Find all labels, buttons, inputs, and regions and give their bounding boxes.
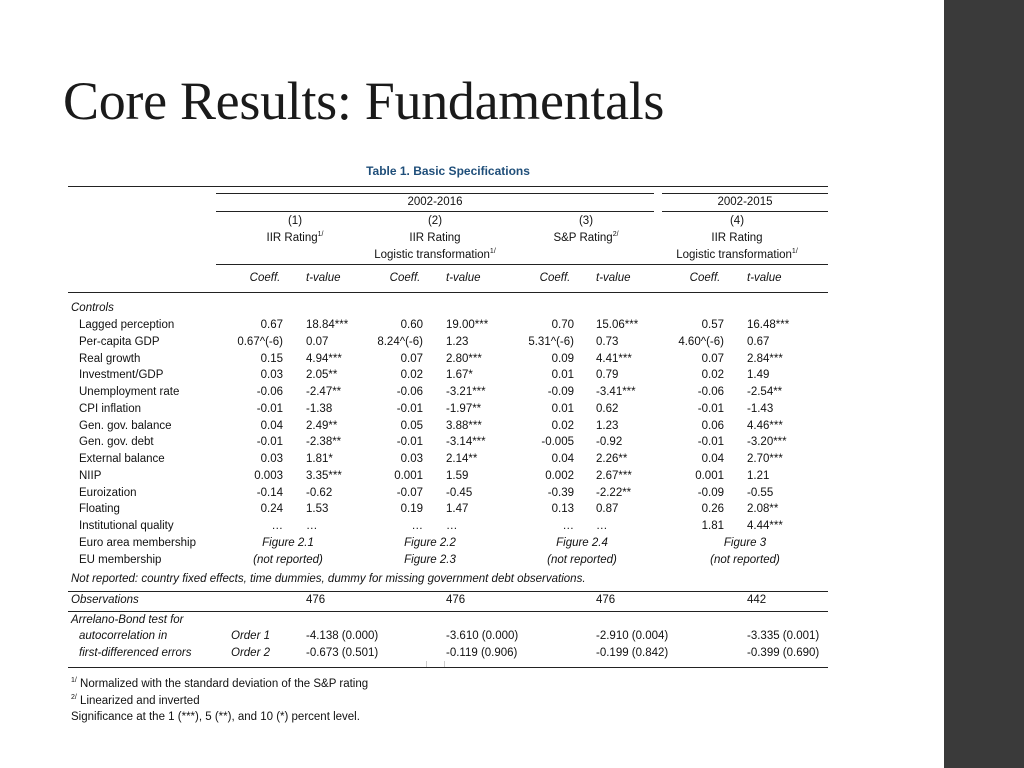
footnote-marker: 2/ bbox=[71, 693, 77, 701]
coef-value: 0.06 bbox=[701, 419, 724, 432]
coef-value: 0.13 bbox=[551, 503, 574, 516]
coef-value: 0.02 bbox=[701, 369, 724, 382]
tvalue-value: 0.73 bbox=[596, 335, 619, 348]
coef-value: 0.01 bbox=[551, 369, 574, 382]
period-header: 2002-2015 bbox=[717, 196, 773, 208]
ab-value: -3.335 (0.001) bbox=[747, 630, 820, 642]
figure-ref: (not reported) bbox=[547, 553, 617, 566]
period-a-rule-top bbox=[216, 193, 654, 194]
controls-bottom-rule bbox=[68, 591, 828, 592]
coef-value: 0.15 bbox=[260, 352, 283, 365]
tvalue-value: -2.38** bbox=[306, 436, 342, 449]
period-b-rule-top bbox=[662, 193, 828, 194]
footnote-marker: 1/ bbox=[317, 231, 324, 239]
coef-value: -0.07 bbox=[396, 486, 423, 499]
column-label: IIR Rating bbox=[711, 232, 763, 244]
row-label: NIIP bbox=[79, 469, 102, 482]
observations-value: 476 bbox=[446, 594, 466, 606]
tvalue-value: 15.06*** bbox=[596, 319, 639, 331]
tvalue-value: -3.20*** bbox=[747, 436, 787, 449]
coef-value: -0.01 bbox=[256, 402, 283, 415]
column-label: S&P Rating$^{2/}$ bbox=[553, 231, 619, 244]
coef-value: 0.03 bbox=[400, 453, 423, 465]
tvalue-value: -0.92 bbox=[596, 436, 623, 449]
tvalue-value: -2.22** bbox=[596, 486, 632, 499]
coef-header: Coeff. bbox=[689, 272, 721, 284]
coef-value: 8.24^(-6) bbox=[377, 335, 423, 348]
period-b-rule bbox=[662, 211, 828, 212]
column-header-rule bbox=[216, 264, 828, 265]
coef-value: 1.81 bbox=[701, 520, 724, 532]
tvalue-value: 3.35*** bbox=[306, 469, 342, 482]
row-label: Euroization bbox=[79, 486, 137, 499]
tvalue-value: 2.05** bbox=[306, 369, 338, 382]
period-a-rule bbox=[216, 211, 654, 212]
ab-title: Arrelano-Bond test for bbox=[71, 614, 184, 626]
tvalue-value: -1.38 bbox=[306, 402, 333, 415]
coef-value: 0.05 bbox=[400, 419, 423, 432]
tvalue-value: 4.46*** bbox=[747, 419, 783, 432]
column-number: (2) bbox=[427, 215, 443, 227]
tvalue-value: 1.49 bbox=[747, 369, 770, 382]
column-number: (4) bbox=[729, 215, 745, 227]
tvalue-header: t-value bbox=[306, 272, 341, 284]
coef-value: -0.06 bbox=[697, 386, 724, 398]
tvalue-value: 1.47 bbox=[446, 503, 469, 516]
coef-value: -0.01 bbox=[256, 436, 283, 449]
tvalue-value: -1.43 bbox=[747, 402, 774, 415]
row-label: Floating bbox=[79, 503, 120, 516]
coef-value: 0.01 bbox=[551, 402, 574, 415]
figure-ref: Figure 3 bbox=[723, 536, 767, 549]
coef-value: 0.24 bbox=[260, 503, 283, 516]
coef-value: -0.09 bbox=[697, 486, 724, 499]
tvalue-value: -3.21*** bbox=[446, 386, 486, 398]
coef-value: -0.09 bbox=[547, 386, 574, 398]
row-label: Unemployment rate bbox=[79, 386, 180, 398]
coef-value: 0.04 bbox=[551, 453, 574, 465]
coef-value: -0.06 bbox=[396, 386, 423, 398]
ab-order: Order 1 bbox=[231, 630, 270, 642]
coef-value: 0.57 bbox=[701, 319, 724, 331]
figure-ref: (not reported) bbox=[253, 553, 323, 566]
column-label: IIR Rating bbox=[409, 232, 461, 244]
row-label: Institutional quality bbox=[79, 520, 174, 532]
tvalue-value: … bbox=[306, 520, 318, 532]
period-header: 2002-2016 bbox=[407, 196, 463, 208]
column-label: IIR Rating$^{1/}$ bbox=[266, 231, 324, 244]
tvalue-value: 2.08** bbox=[747, 503, 779, 516]
ab-row-label: first-differenced errors bbox=[79, 647, 192, 659]
tvalue-header: t-value bbox=[747, 272, 782, 284]
row-label: Real growth bbox=[79, 352, 141, 365]
figure-ref: Figure 2.3 bbox=[404, 553, 456, 566]
coef-value: -0.39 bbox=[547, 486, 574, 499]
controls-label: Controls bbox=[71, 302, 114, 314]
row-label: Lagged perception bbox=[79, 319, 175, 331]
tvalue-value: 18.84*** bbox=[306, 319, 349, 331]
observations-rule bbox=[68, 611, 828, 612]
tvalue-value: 2.84*** bbox=[747, 352, 783, 365]
coef-header: Coeff. bbox=[249, 272, 281, 284]
slide-title: Core Results: Fundamentals bbox=[63, 71, 665, 131]
not-reported-note: Not reported: country fixed effects, time dummies, dummy for missing government debt observations. bbox=[71, 573, 586, 585]
row-label: CPI inflation bbox=[79, 402, 142, 415]
ab-value: -0.673 (0.501) bbox=[306, 647, 379, 659]
tvalue-value: 19.00*** bbox=[446, 319, 489, 331]
figure-ref: (not reported) bbox=[710, 553, 780, 566]
ab-row-label: autocorrelation in bbox=[79, 630, 168, 642]
tvalue-value: -3.41*** bbox=[596, 386, 636, 398]
tvalue-value: … bbox=[446, 520, 458, 532]
tvalue-value: 2.49** bbox=[306, 419, 338, 432]
column-sublabel: Logistic transformation$^{1/}$ bbox=[676, 248, 798, 261]
tvalue-value: 2.14** bbox=[446, 453, 478, 465]
coef-value: -0.06 bbox=[256, 386, 283, 398]
tvalue-header: t-value bbox=[446, 272, 481, 284]
figure-ref: Figure 2.4 bbox=[556, 536, 608, 549]
coef-value: … bbox=[271, 520, 283, 532]
coef-value: … bbox=[562, 520, 574, 532]
tvalue-value: 2.80*** bbox=[446, 352, 482, 365]
table-bottom-rule bbox=[68, 667, 828, 668]
footnote bbox=[71, 694, 200, 708]
coef-value: 0.60 bbox=[400, 319, 423, 331]
row-label: Gen. gov. debt bbox=[79, 436, 154, 449]
tvalue-value: 4.44*** bbox=[747, 520, 783, 532]
tvalue-value: 1.67* bbox=[446, 369, 473, 382]
ab-value: -4.138 (0.000) bbox=[306, 630, 379, 642]
ab-value: -2.910 (0.004) bbox=[596, 630, 669, 642]
ab-value: -0.399 (0.690) bbox=[747, 647, 820, 659]
footnote-marker: 1/ bbox=[489, 248, 496, 256]
coef-value: 0.26 bbox=[701, 503, 724, 516]
ab-order: Order 2 bbox=[231, 647, 270, 659]
footnote-marker: 1/ bbox=[791, 248, 798, 256]
observations-value: 476 bbox=[306, 594, 326, 606]
tvalue-value: -3.14*** bbox=[446, 436, 486, 449]
coef-value: 0.67^(-6) bbox=[237, 335, 283, 348]
tvalue-value: -0.55 bbox=[747, 486, 774, 499]
tvalue-value: 0.62 bbox=[596, 402, 619, 415]
footnote-marker: 1/ bbox=[71, 677, 77, 685]
row-label: Euro area membership bbox=[79, 536, 196, 549]
row-label: Gen. gov. balance bbox=[79, 419, 172, 432]
ab-value: -0.199 (0.842) bbox=[596, 647, 669, 659]
row-label: Per-capita GDP bbox=[79, 335, 160, 348]
column-sublabel: Logistic transformation$^{1/}$ bbox=[374, 248, 496, 261]
observations-label: Observations bbox=[71, 594, 139, 606]
observations-value: 476 bbox=[596, 594, 616, 606]
coef-value: -0.01 bbox=[697, 436, 724, 449]
tvalue-value: -1.97** bbox=[446, 402, 482, 415]
column-number: (3) bbox=[578, 215, 594, 227]
figure-ref: Figure 2.1 bbox=[262, 536, 314, 549]
footnote-text: Linearized and inverted bbox=[80, 694, 200, 707]
tvalue-value: 4.94*** bbox=[306, 352, 342, 365]
coef-value: 0.04 bbox=[260, 419, 283, 432]
table-title: Table 1. Basic Specifications bbox=[366, 164, 530, 178]
coef-value: 0.09 bbox=[551, 352, 574, 365]
tvalue-value: 4.41*** bbox=[596, 352, 632, 365]
row-label: Investment/GDP bbox=[79, 369, 164, 382]
tvalue-value: 16.48*** bbox=[747, 319, 790, 331]
tvalue-value: 1.81* bbox=[306, 453, 333, 465]
observations-value: 442 bbox=[747, 594, 767, 606]
footnote-text: Normalized with the standard deviation of the S&P rating bbox=[80, 678, 369, 690]
row-label: External balance bbox=[79, 453, 165, 465]
tvalue-value: 3.88*** bbox=[446, 419, 482, 432]
footnote bbox=[71, 677, 368, 691]
coef-value: 4.60^(-6) bbox=[678, 335, 724, 348]
tvalue-value: 1.23 bbox=[446, 335, 469, 348]
coef-header: Coeff. bbox=[539, 272, 571, 284]
tvalue-value: 0.07 bbox=[306, 335, 329, 348]
footnote bbox=[71, 710, 360, 724]
tvalue-value: 0.79 bbox=[596, 369, 619, 382]
coef-value: 0.19 bbox=[400, 503, 423, 516]
tvalue-value: 0.67 bbox=[747, 335, 770, 348]
coef-value: 0.03 bbox=[260, 369, 283, 382]
coef-value: -0.14 bbox=[256, 486, 283, 499]
tvalue-value: -2.47** bbox=[306, 386, 342, 398]
footnote-text: Significance at the 1 (***), 5 (**), and 10 (*) percent level. bbox=[71, 711, 360, 723]
tvalue-value: 0.87 bbox=[596, 503, 619, 516]
coef-value: -0.01 bbox=[396, 402, 423, 415]
coef-header: Coeff. bbox=[389, 272, 421, 284]
faint-mark bbox=[444, 661, 445, 667]
coef-value: 0.67 bbox=[260, 319, 283, 331]
coef-value: 0.03 bbox=[260, 453, 283, 465]
footnote-marker: 2/ bbox=[612, 231, 619, 239]
tvalue-value: -0.62 bbox=[306, 486, 333, 499]
tvalue-value: 2.67*** bbox=[596, 469, 632, 482]
header-bottom-rule bbox=[68, 292, 828, 293]
coef-value: 0.02 bbox=[400, 369, 423, 382]
tvalue-value: 1.23 bbox=[596, 419, 619, 432]
figure-ref: Figure 2.2 bbox=[404, 536, 456, 549]
coef-value: 0.07 bbox=[701, 352, 724, 365]
coef-value: 0.07 bbox=[400, 352, 423, 365]
coef-value: -0.005 bbox=[541, 436, 574, 449]
ab-value: -3.610 (0.000) bbox=[446, 630, 519, 642]
coef-value: -0.01 bbox=[697, 402, 724, 415]
coef-value: 0.70 bbox=[551, 319, 574, 331]
coef-value: 5.31^(-6) bbox=[528, 335, 574, 348]
coef-value: … bbox=[411, 520, 423, 532]
row-label: EU membership bbox=[79, 553, 162, 566]
coef-value: 0.002 bbox=[545, 469, 574, 482]
column-number: (1) bbox=[287, 215, 303, 227]
tvalue-value: 1.21 bbox=[747, 469, 770, 482]
side-bar bbox=[944, 0, 1024, 768]
tvalue-value: -2.54** bbox=[747, 386, 783, 398]
coef-value: -0.01 bbox=[396, 436, 423, 449]
coef-value: 0.02 bbox=[551, 419, 574, 432]
ab-value: -0.119 (0.906) bbox=[446, 647, 518, 659]
tvalue-value: 2.70*** bbox=[747, 453, 783, 465]
tvalue-header: t-value bbox=[596, 272, 631, 284]
tvalue-value: 2.26** bbox=[596, 453, 628, 465]
coef-value: 0.001 bbox=[394, 469, 423, 482]
coef-value: 0.04 bbox=[701, 453, 724, 465]
tvalue-value: -0.45 bbox=[446, 486, 473, 499]
tvalue-value: 1.53 bbox=[306, 503, 329, 516]
top-rule bbox=[68, 186, 828, 187]
faint-mark bbox=[426, 661, 427, 667]
tvalue-value: … bbox=[596, 520, 608, 532]
coef-value: 0.001 bbox=[695, 469, 724, 482]
coef-value: 0.003 bbox=[254, 469, 283, 482]
tvalue-value: 1.59 bbox=[446, 469, 469, 482]
